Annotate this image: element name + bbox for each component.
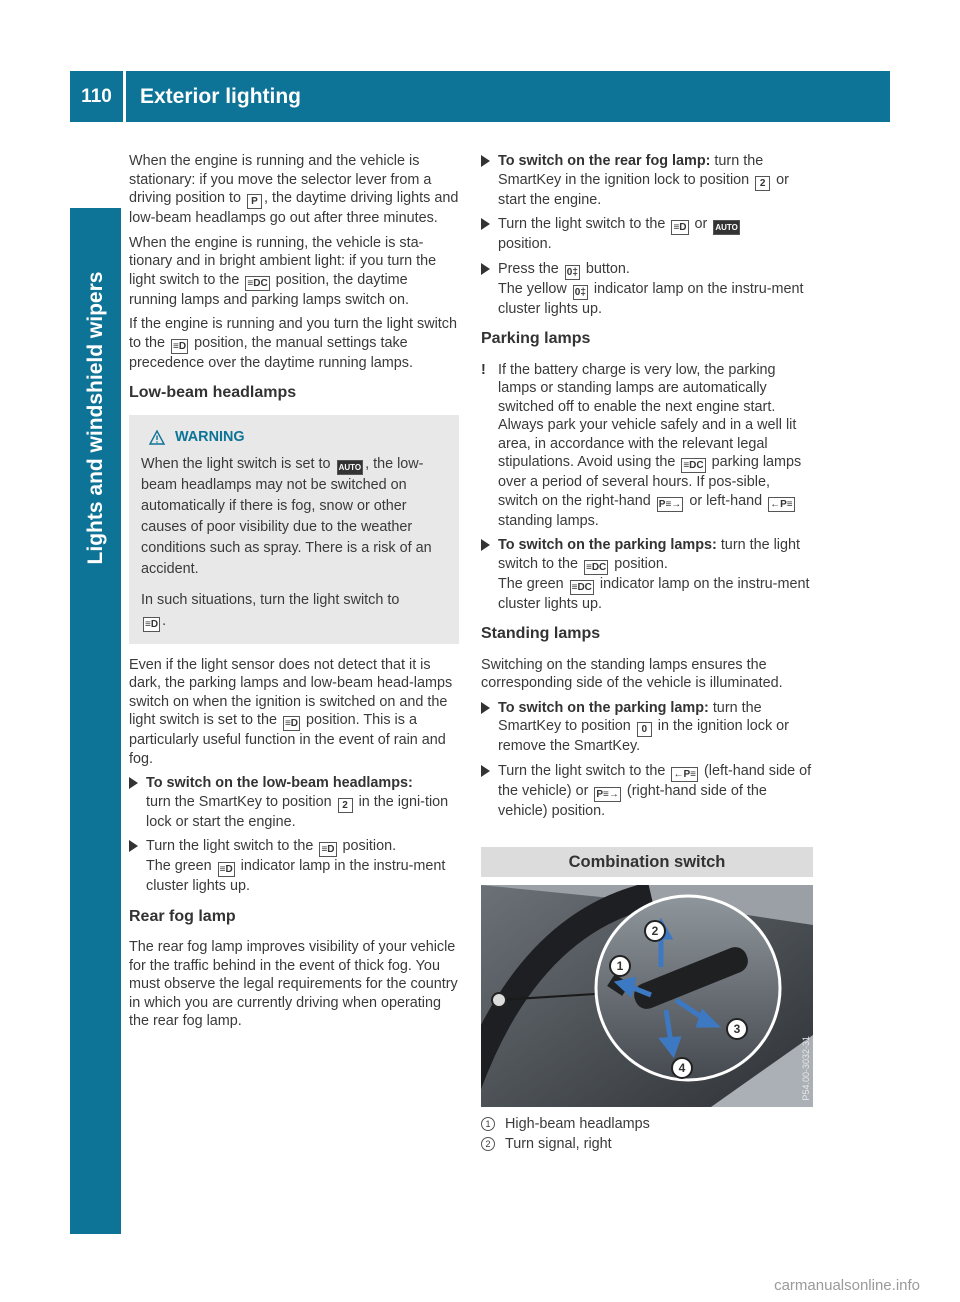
callout-3: 3 [726,1018,748,1040]
parking-lamp-icon: ≡DC [683,460,704,471]
auto-icon: AUTO [713,220,740,235]
auto-icon: AUTO [337,460,364,475]
warning-heading: WARNING [141,427,449,448]
instruction-step: Turn the light switch to the ≡D position. The green ≡D indicator lamp in the instru-ment cluster lights up. [129,837,459,896]
legend-item: 2 Turn signal, right [481,1134,650,1154]
paragraph: Even if the light sensor does not detect that it is dark, the parking lamps and low-beam head-lamps switch on when the ignition is switched on and the light switch is set to the ≡D position. This is a particularly useful function in the event of rain and fog. [129,656,453,767]
step-arrow-icon [129,840,138,852]
rear-fog-lamp-icon: 0‡ [566,266,578,278]
step-arrow-icon [481,218,490,230]
left-standing-lamp-icon: ←P≡ [673,768,696,780]
page-header [70,71,890,122]
parking-lamp-icon: ≡DC [247,277,268,289]
combination-switch-photo [481,885,813,1107]
paragraph: If the engine is running and you turn the light switch to the ≡D position, the manual settings take precedence over the daytime running lamps. [129,316,457,371]
legend-number: 1 [481,1117,495,1131]
warning-box [129,415,459,644]
section-heading: Low-beam headlamps [129,384,297,401]
warning-text: In such situations, turn the light switch to ≡D . [141,591,400,630]
callout-4: 4 [671,1057,693,1079]
callout-2: 2 [644,920,666,942]
section-heading: Standing lamps [481,625,601,642]
low-beam-icon: ≡D [673,222,687,233]
parking-lamp-icon: ≡DC [586,561,607,573]
warning-text: When the light switch is set to AUTO , the low-beam headlamps may not be switched on automatically if there is fog, snow or other causes of poor visibility due to the weather conditions such as spray. There is a risk of an accident. [141,455,432,577]
low-beam-icon: ≡D [284,718,299,729]
step-arrow-icon [481,155,490,167]
section-heading: Rear fog lamp [129,907,236,925]
paragraph: Switching on the standing lamps ensures the corresponding side of the vehicle is illuminated. [481,656,783,691]
parking-lamp-icon: ≡DC [571,581,592,593]
right-column [481,152,813,826]
watermark: carmanualsonline.info [774,1277,920,1294]
side-tab-label: Lights and windshield wipers [83,271,107,565]
instruction-step: To switch on the parking lamp: turn the SmartKey to position 0 in the ignition lock or remove the SmartKey. [481,699,813,756]
step-arrow-icon [481,765,490,777]
instruction-step: Press the 0‡ button. The yellow 0‡ indicator lamp on the instru-ment cluster lights up. [481,260,813,319]
low-beam-icon: ≡D [145,618,159,630]
right-standing-lamp-icon: P≡→ [596,788,619,800]
callout-1: 1 [609,955,631,977]
page-number: 110 [70,71,126,122]
park-position-icon: P [247,194,262,209]
key-position-icon: 0 [637,722,652,737]
instruction-step: Turn the light switch to the ≡D or AUTO position. [481,215,813,254]
legend-number: 2 [481,1137,495,1151]
step-arrow-icon [481,539,490,551]
instruction-step: To switch on the rear fog lamp: turn the SmartKey in the ignition lock to position 2 or start the engine. [481,152,813,209]
instruction-step: Turn the light switch to the ←P≡ (left-hand side of the vehicle) or P≡→ (right-hand side of the vehicle) position. [481,762,813,821]
legend [481,1114,650,1154]
photo-code: P54.00-3032-31 [801,1036,811,1101]
left-column [129,152,459,1037]
caution-icon: ! [481,361,486,378]
key-position-icon: 2 [755,176,770,191]
note-block: ! If the battery charge is very low, the parking lamps or standing lamps are automatically switched off to enable the next engine start. Always park your vehicle safely and in a well lit area, in accordance with the relevant legal stipulations. Avoid using the ≡DC parking lamps over a period of several hours. If pos-sible, switch on the right-hand P≡→ or left-hand ←P≡ standing lamps. [481,361,802,529]
paragraph: When the engine is running, the vehicle is sta-tionary and in bright ambient light: if you turn the light switch to the ≡DC position, the daytime running lamps and parking lamps switch on. [129,234,437,308]
warning-triangle-icon [149,430,165,445]
low-beam-icon: ≡D [219,864,233,875]
left-standing-lamp-icon: ←P≡ [770,498,793,510]
instruction-step: To switch on the low-beam headlamps: turn the SmartKey to position 2 in the igni-tion lock or start the engine. [129,774,459,831]
key-position-icon: 2 [338,798,353,813]
rear-fog-lamp-icon: 0‡ [574,286,586,298]
low-beam-icon: ≡D [321,844,335,855]
step-arrow-icon [481,263,490,275]
legend-item: 1 High-beam headlamps [481,1114,650,1134]
step-arrow-icon [129,777,138,789]
paragraph: The rear fog lamp improves visibility of your vehicle for the traffic behind in the event of thick fog. You must observe the legal requirements for the country in which you are currently driving when operating the rear fog lamp. [129,939,458,1029]
section-side-tab [70,208,121,1234]
step-arrow-icon [481,702,490,714]
section-heading: Parking lamps [481,330,591,347]
low-beam-icon: ≡D [173,340,187,352]
right-standing-lamp-icon: P≡→ [658,498,682,510]
combination-switch-heading: Combination switch [481,847,813,877]
page-title: Exterior lighting [140,84,302,108]
paragraph: When the engine is running and the vehicle is stationary: if you move the selector lever from a driving position to P , the daytime driving lights and low-beam headlamps go out after three minutes. [129,153,459,226]
instruction-step: To switch on the parking lamps: turn the light switch to the ≡DC position. The green ≡DC indicator lamp on the instru-ment cluster lights up. [481,536,813,613]
